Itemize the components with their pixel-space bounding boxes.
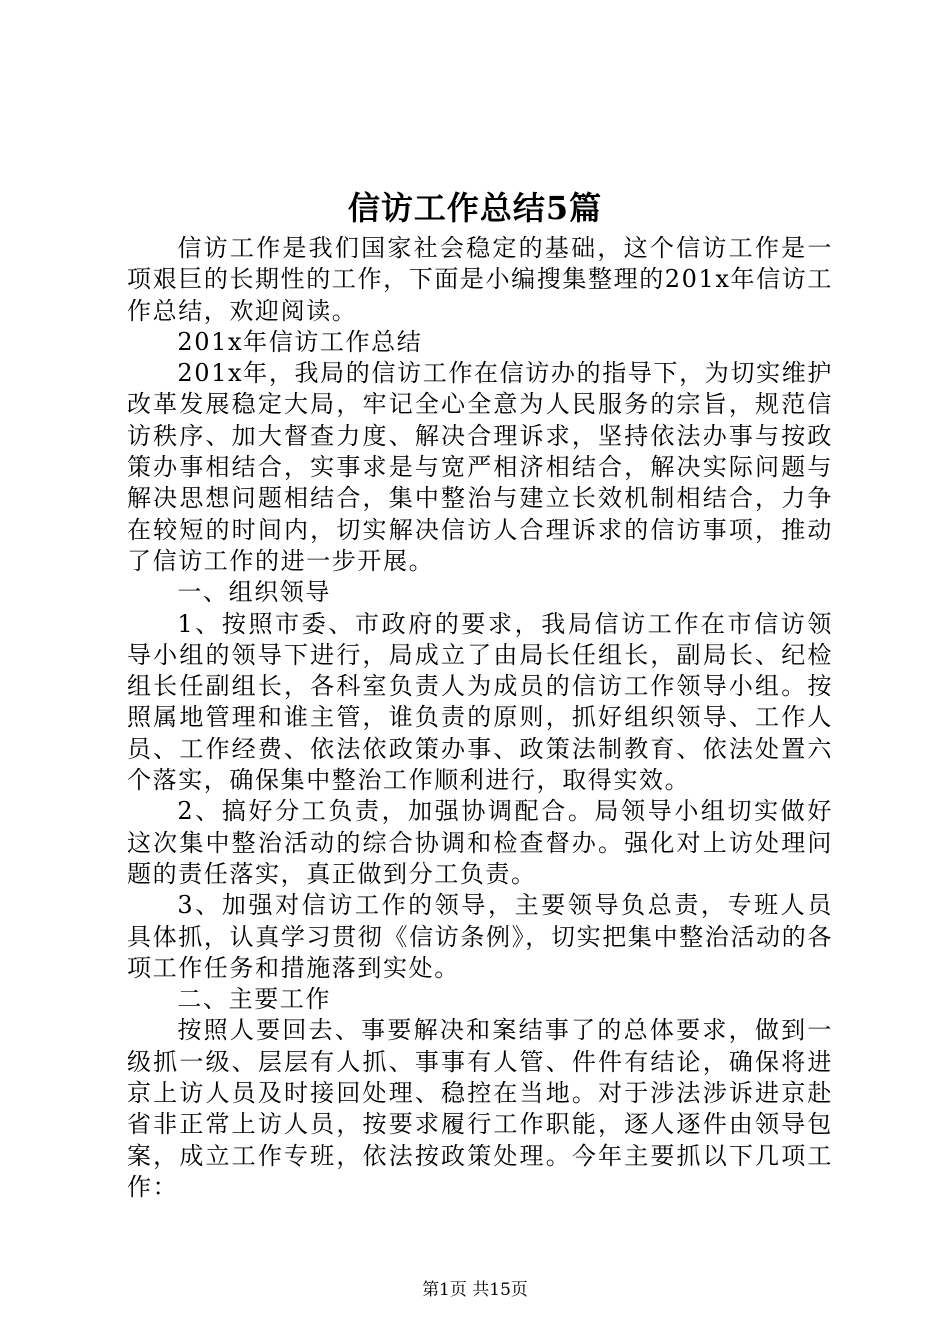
paragraph-item-3: 3、加强对信访工作的领导，主要领导负总责，专班人员具体抓，认真学习贯彻《信访条例》，切实把集中整治活动的各项工作任务和措施落到实处。: [127, 891, 833, 982]
section-heading-summary: 201x年信访工作总结: [177, 327, 423, 356]
paragraph-item-2: 2、搞好分工负责，加强协调配合。局领导小组切实做好这次集中整治活动的综合协调和检查督办。强化对上访处理问题的责任落实，真正做到分工负责。: [127, 797, 833, 888]
section-heading-organization: 一、组织领导: [177, 578, 331, 607]
page-footer: 第1页 共15页: [422, 1280, 528, 1300]
paragraph-main-work: 按照人要回去、事要解决和案结事了的总体要求，做到一级抓一级、层层有人抓、事事有人管、件件有结论，确保将进京上访人员及时接回处理、稳控在当地。对于涉法涉诉进京赴省非正常上访人员，按要求履行工作职能，逐人逐件由领导包案，成立工作专班，依法按政策处理。今年主要抓以下几项工作：: [127, 1016, 833, 1201]
document-body: [127, 233, 833, 1203]
document-title: 信访工作总结5篇: [347, 189, 603, 227]
paragraph-overview: 201x年，我局的信访工作在信访办的指导下，为切实维护改革发展稳定大局，牢记全心全意为人民服务的宗旨，规范信访秩序、加大督查力度、解决合理诉求，坚持依法办事与按政策办事相结合，实事求是与宽严相济相结合，解决实际问题与解决思想问题相结合，集中整治与建立长效机制相结合，力争在较短的时间内，切实解决信访人合理诉求的信访事项，推动了信访工作的进一步开展。: [127, 359, 833, 575]
section-heading-main-work: 二、主要工作: [177, 985, 331, 1014]
paragraph-item-1: 1、按照市委、市政府的要求，我局信访工作在市信访领导小组的领导下进行，局成立了由局长任组长，副局长、纪检组长任副组长，各科室负责人为成员的信访工作领导小组。按照属地管理和谁主管，谁负责的原则，抓好组织领导、工作人员、工作经费、依法依政策办事、政策法制教育、依法处置六个落实，确保集中整治工作顺利进行，取得实效。: [127, 609, 833, 795]
paragraph-intro: 信访工作是我们国家社会稳定的基础，这个信访工作是一项艰巨的长期性的工作，下面是小编搜集整理的201x年信访工作总结，欢迎阅读。: [127, 234, 833, 325]
